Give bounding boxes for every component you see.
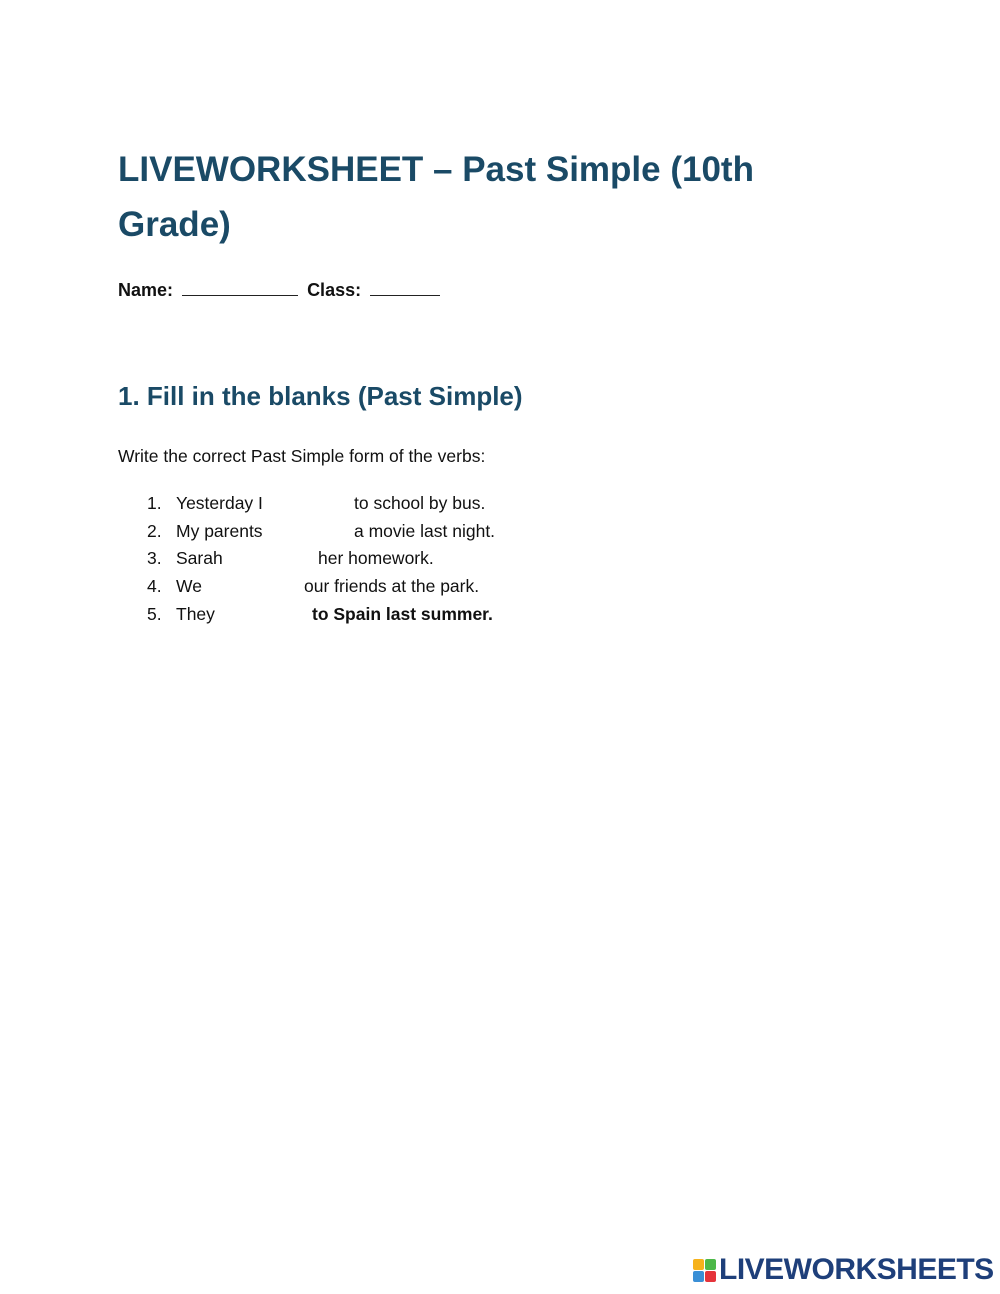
item-start-text: Sarah <box>176 548 223 569</box>
logo-cell <box>705 1259 716 1270</box>
item-number: 5. <box>147 603 162 624</box>
item-end-text: to school by bus. <box>354 493 486 513</box>
item-end-text: our friends at the park. <box>304 576 480 597</box>
item-start-text: Yesterday I <box>176 493 263 513</box>
name-class-line <box>118 278 444 302</box>
item-start-text: They <box>176 603 215 624</box>
item-end-text: a movie last night. <box>354 520 496 541</box>
logo-cell <box>705 1271 716 1282</box>
logo-cell <box>693 1271 704 1282</box>
item-start-text: We <box>176 576 202 597</box>
name-label: Name: <box>118 280 174 300</box>
exercise-list <box>118 489 718 627</box>
logo-cell <box>693 1259 704 1270</box>
exercise-item <box>118 517 718 545</box>
exercise-item <box>118 489 718 517</box>
item-number: 1. <box>147 493 162 513</box>
item-number: 2. <box>147 520 162 541</box>
item-end-text: to Spain last summer. <box>312 603 493 624</box>
section-heading: 1. Fill in the blanks (Past Simple) <box>118 381 523 411</box>
item-start-text: My parents <box>176 520 263 541</box>
class-label: Class: <box>307 280 362 300</box>
exercise-item <box>118 572 718 600</box>
class-blank[interactable] <box>370 279 440 296</box>
item-end-text: her homework. <box>318 548 434 569</box>
logo-mark-icon <box>693 1259 716 1282</box>
instruction-text: Write the correct Past Simple form of the verbs: <box>118 446 486 466</box>
item-number: 3. <box>147 548 162 569</box>
page-title: LIVEWORKSHEET – Past Simple (10th Grade) <box>118 150 754 244</box>
name-blank[interactable] <box>182 279 298 296</box>
item-number: 4. <box>147 576 162 597</box>
exercise-item <box>118 600 718 628</box>
logo-text: LIVEWORKSHEETS <box>719 1253 994 1286</box>
exercise-item <box>118 544 718 572</box>
liveworksheets-logo <box>693 1254 994 1286</box>
